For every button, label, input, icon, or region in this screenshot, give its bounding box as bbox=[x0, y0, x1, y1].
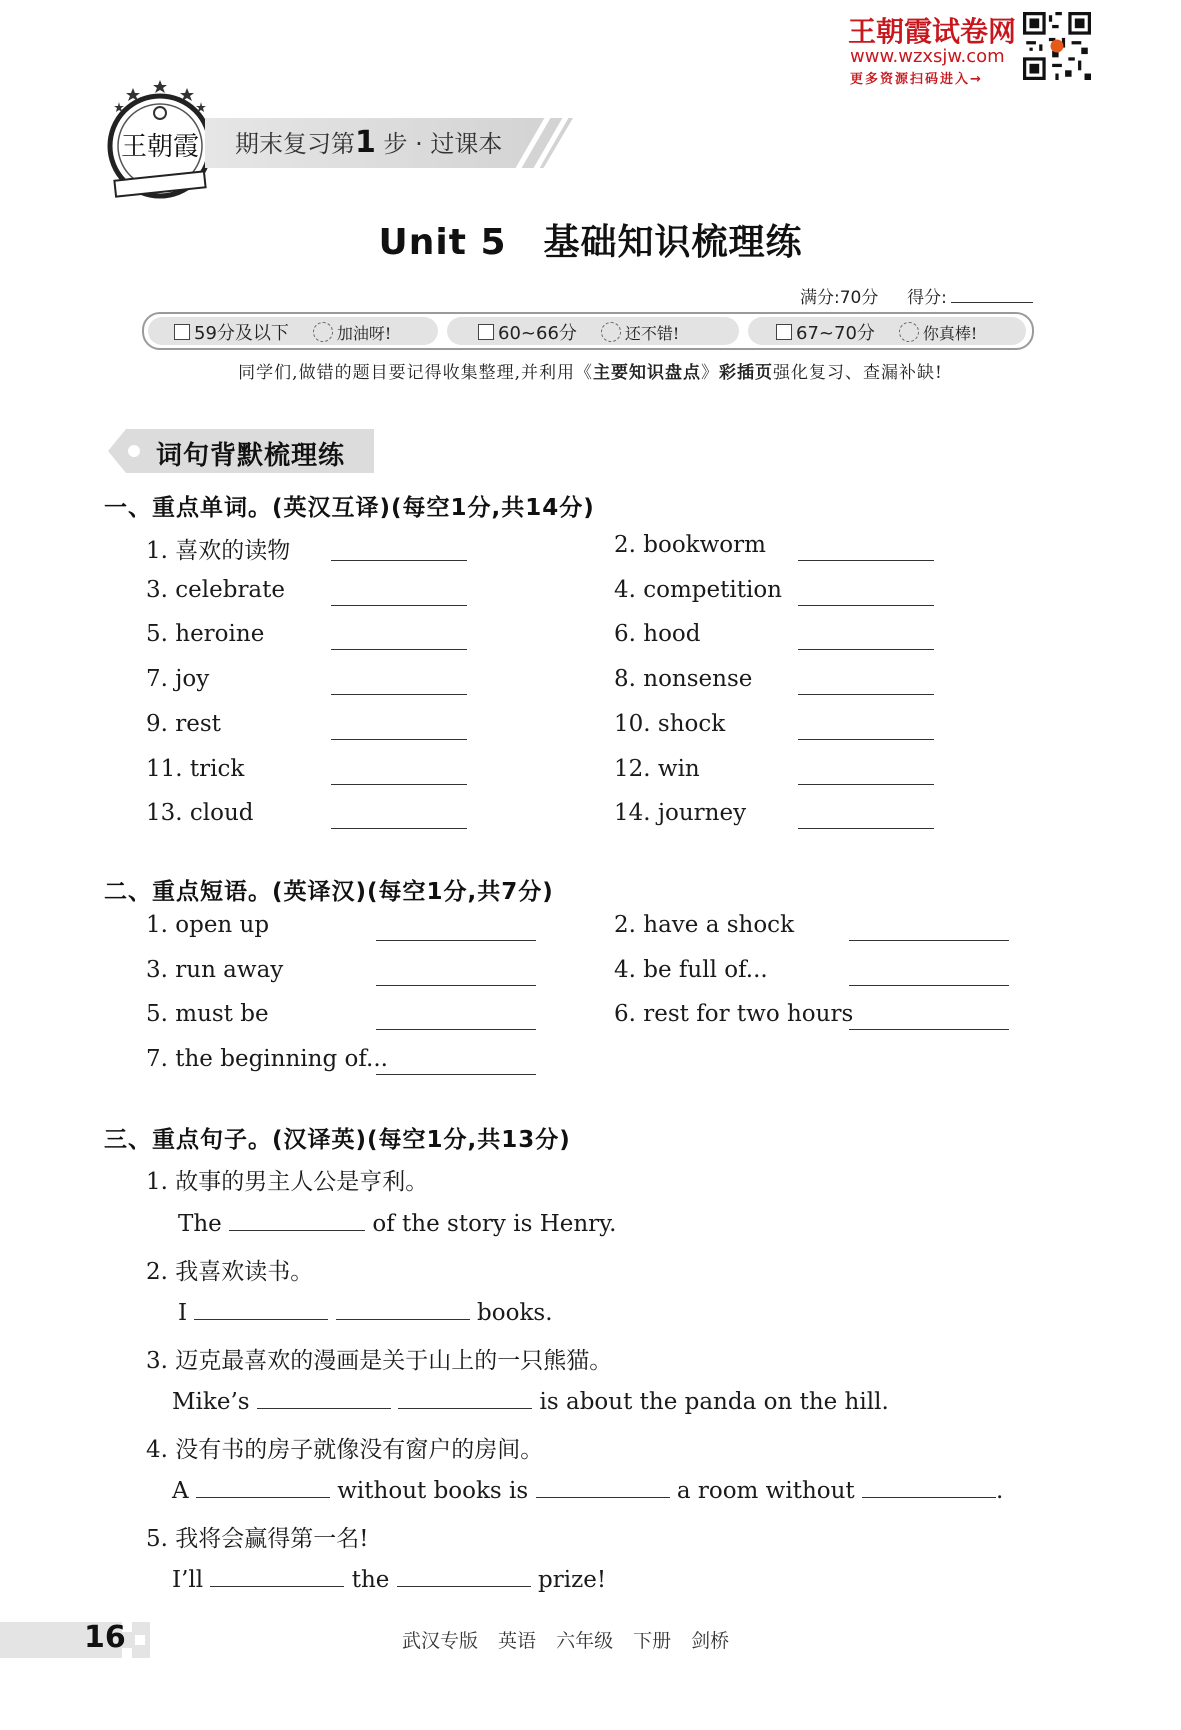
item-13: 13. cloud bbox=[146, 800, 254, 827]
answer-blank[interactable] bbox=[849, 1029, 1009, 1030]
item-10: 10. shock bbox=[614, 710, 726, 737]
item-3: 3. run away bbox=[146, 956, 284, 983]
sentence-3-en: Mike’s is about the panda on the hill. bbox=[172, 1386, 889, 1415]
item-2: 2. bookworm bbox=[614, 532, 766, 558]
checkbox-rating-1[interactable] bbox=[174, 324, 190, 340]
item-14: 14. journey bbox=[614, 800, 747, 827]
answer-blank[interactable] bbox=[331, 649, 467, 650]
answer-blank[interactable] bbox=[331, 784, 467, 785]
wangzhaoxia-logo-seal bbox=[103, 78, 218, 203]
item-1: 1. 喜欢的读物 bbox=[146, 538, 291, 564]
answer-blank[interactable] bbox=[536, 1475, 670, 1498]
rating-2: 60~66分 还不错! bbox=[478, 319, 679, 345]
sentence-2-en: I books. bbox=[178, 1297, 553, 1326]
item-11: 11. trick bbox=[146, 755, 245, 782]
logo-text: 王朝霞 bbox=[120, 132, 200, 162]
score-line bbox=[800, 283, 1033, 308]
answer-blank[interactable] bbox=[331, 739, 467, 740]
part2-heading: 二、重点短语。(英译汉)(每空1分,共7分) bbox=[104, 879, 554, 905]
sentence-4-en: A without books is a room without . bbox=[172, 1475, 1003, 1504]
item-2: 2. have a shock bbox=[614, 912, 795, 938]
answer-blank[interactable] bbox=[194, 1297, 328, 1320]
sentence-4-cn: 4. 没有书的房子就像没有窗户的房间。 bbox=[146, 1437, 544, 1463]
sentence-5-en: I’ll the prize! bbox=[172, 1564, 606, 1593]
answer-blank[interactable] bbox=[376, 985, 536, 986]
sentence-2-cn: 2. 我喜欢读书。 bbox=[146, 1259, 314, 1285]
sentence-1-en: The of the story is Henry. bbox=[178, 1208, 616, 1237]
sentence-1-cn: 1. 故事的男主人公是亨利。 bbox=[146, 1169, 429, 1195]
item-7: 7. joy bbox=[146, 666, 210, 693]
item-4: 4. competition bbox=[614, 576, 782, 603]
full-score: 满分:70分 bbox=[800, 288, 879, 308]
answer-blank[interactable] bbox=[376, 1029, 536, 1030]
footer-squares-icon bbox=[122, 1622, 148, 1658]
smiley-icon bbox=[313, 322, 333, 342]
answer-blank[interactable] bbox=[849, 985, 1009, 986]
answer-blank[interactable] bbox=[331, 828, 467, 829]
answer-blank[interactable] bbox=[798, 649, 934, 650]
answer-blank[interactable] bbox=[798, 784, 934, 785]
answer-blank[interactable] bbox=[849, 940, 1009, 941]
answer-blank[interactable] bbox=[376, 1074, 536, 1075]
item-9: 9. rest bbox=[146, 710, 221, 737]
part3-heading: 三、重点句子。(汉译英)(每空1分,共13分) bbox=[104, 1127, 571, 1153]
answer-blank[interactable] bbox=[798, 828, 934, 829]
answer-blank[interactable] bbox=[862, 1475, 996, 1498]
header-title: 期末复习第1 步 · 过课本 bbox=[235, 125, 503, 160]
rating-1: 59分及以下 加油呀! bbox=[174, 319, 391, 345]
answer-blank[interactable] bbox=[798, 739, 934, 740]
item-1: 1. open up bbox=[146, 912, 270, 938]
brand-tip: 更多资源扫码进入→ bbox=[850, 72, 983, 87]
answer-blank[interactable] bbox=[331, 605, 467, 606]
item-5: 5. must be bbox=[146, 1001, 269, 1028]
item-3: 3. celebrate bbox=[146, 576, 285, 603]
footer-info: 武汉专版 英语 六年级 下册 剑桥 bbox=[402, 1630, 730, 1652]
unit-title: Unit 5 基础知识梳理练 bbox=[378, 222, 803, 263]
answer-blank[interactable] bbox=[257, 1386, 391, 1409]
answer-blank[interactable] bbox=[336, 1297, 470, 1320]
answer-blank[interactable] bbox=[398, 1386, 532, 1409]
reminder-text: 同学们,做错的题目要记得收集整理,并利用《主要知识盘点》彩插页强化复习、查漏补缺! bbox=[238, 363, 943, 383]
rating-bar bbox=[142, 312, 1034, 350]
rating-3: 67~70分 你真棒! bbox=[776, 319, 977, 345]
part1-heading: 一、重点单词。(英汉互译)(每空1分,共14分) bbox=[104, 495, 595, 521]
answer-blank[interactable] bbox=[397, 1564, 531, 1587]
checkbox-rating-3[interactable] bbox=[776, 324, 792, 340]
answer-blank[interactable] bbox=[196, 1475, 330, 1498]
answer-blank[interactable] bbox=[331, 560, 467, 561]
answer-blank[interactable] bbox=[798, 694, 934, 695]
item-6: 6. rest for two hours bbox=[614, 1001, 854, 1028]
answer-blank[interactable] bbox=[798, 605, 934, 606]
answer-blank[interactable] bbox=[331, 694, 467, 695]
score-blank[interactable] bbox=[951, 302, 1033, 303]
score-label: 得分: bbox=[907, 288, 947, 308]
smiley-icon bbox=[899, 322, 919, 342]
qr-code-icon[interactable] bbox=[1023, 12, 1091, 80]
item-6: 6. hood bbox=[614, 621, 701, 648]
sentence-3-cn: 3. 迈克最喜欢的漫画是关于山上的一只熊猫。 bbox=[146, 1348, 613, 1374]
answer-blank[interactable] bbox=[210, 1564, 344, 1587]
smiley-icon bbox=[601, 322, 621, 342]
brand-url[interactable]: www.wzxsjw.com bbox=[850, 46, 1005, 67]
item-12: 12. win bbox=[614, 755, 700, 782]
brand-name: 王朝霞试卷网 bbox=[848, 15, 1017, 48]
answer-blank[interactable] bbox=[376, 940, 536, 941]
section-label: 词句背默梳理练 bbox=[108, 429, 374, 473]
sentence-5-cn: 5. 我将会赢得第一名! bbox=[146, 1526, 369, 1552]
answer-blank[interactable] bbox=[798, 560, 934, 561]
page-number: 16 bbox=[84, 1620, 126, 1655]
answer-blank[interactable] bbox=[229, 1208, 365, 1231]
item-4: 4. be full of... bbox=[614, 956, 768, 983]
checkbox-rating-2[interactable] bbox=[478, 324, 494, 340]
item-5: 5. heroine bbox=[146, 621, 265, 648]
item-8: 8. nonsense bbox=[614, 666, 753, 693]
item-7: 7. the beginning of... bbox=[146, 1046, 388, 1073]
